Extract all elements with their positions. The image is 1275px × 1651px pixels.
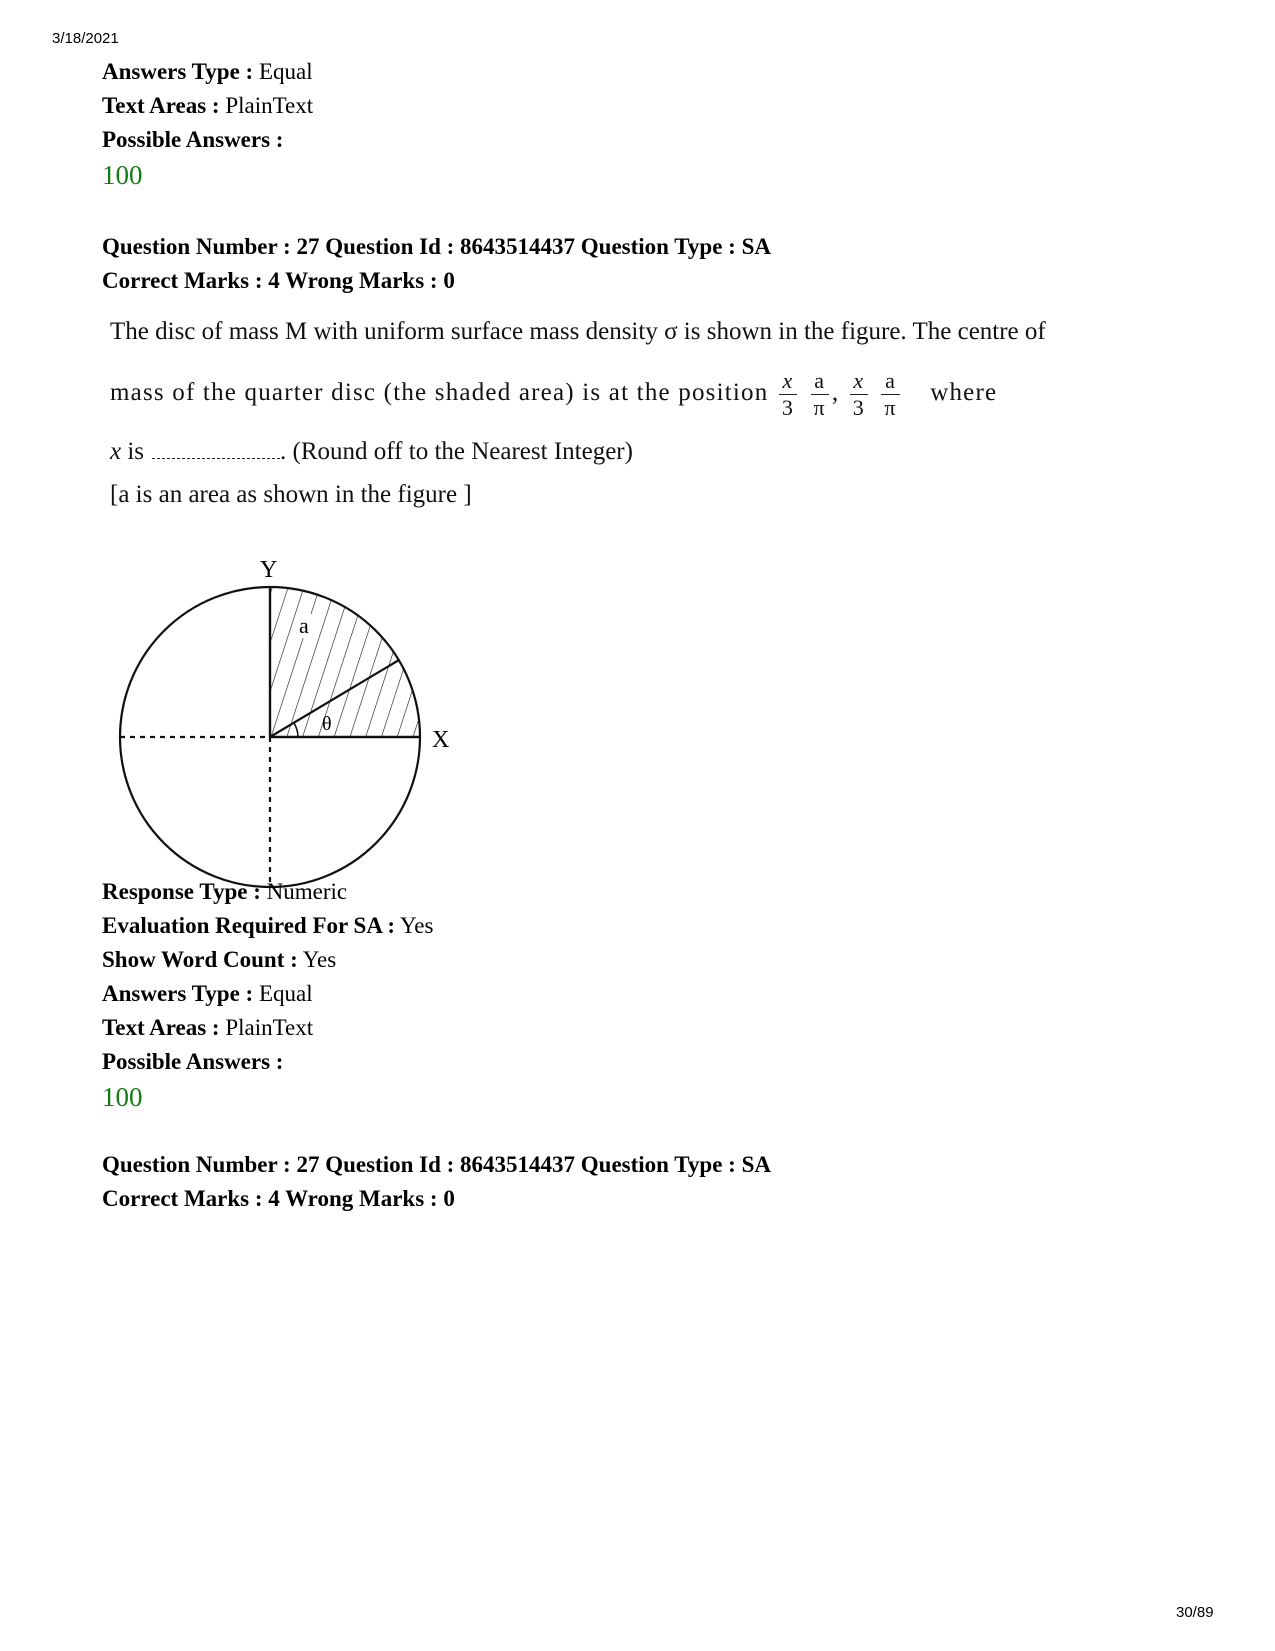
evaluation-label: Evaluation Required For SA :	[102, 913, 396, 938]
answers-type-row	[102, 977, 433, 1011]
answers-type-label: Answers Type :	[102, 59, 254, 84]
disc-figure	[110, 552, 470, 909]
question-text-line-1: The disc of mass M with uniform surface mass density σ is shown in the figure. The centre of	[110, 318, 1046, 345]
evaluation-value: Yes	[400, 913, 434, 938]
response-type-value: Numeric	[266, 879, 348, 904]
theta-label: θ	[322, 713, 332, 735]
question-text-line-2	[110, 368, 1190, 421]
page-number: 30/89	[1176, 1604, 1214, 1621]
fraction-numerator: a	[881, 368, 899, 395]
fraction-numerator: a	[811, 368, 829, 395]
possible-answers-label: Possible Answers :	[102, 127, 284, 152]
fraction-x-over-3	[850, 368, 868, 421]
response-meta	[102, 875, 433, 1115]
area-a-label: a	[299, 613, 309, 638]
question-marks-line: Correct Marks : 4 Wrong Marks : 0	[102, 268, 455, 293]
fraction-denominator: π	[813, 395, 826, 420]
next-question-number-line: Question Number : 27 Question Id : 8643514437 Question Type : SA	[102, 1152, 771, 1177]
text-areas-value: PlainText	[225, 93, 314, 118]
question-text-line-3	[110, 438, 633, 466]
text-areas-row	[102, 89, 313, 123]
previous-question-meta	[102, 55, 313, 193]
word-count-value: Yes	[302, 947, 337, 972]
fraction-numerator: x	[850, 368, 868, 395]
answers-type-label: Answers Type :	[102, 981, 254, 1006]
question-text-line-2-start: mass of the quarter disc (the shaded area) is at the position	[110, 379, 769, 407]
fraction-numerator: x	[779, 368, 797, 395]
possible-answers-row	[102, 1045, 433, 1079]
y-axis-label: Y	[260, 557, 278, 583]
text-areas-label: Text Areas :	[102, 1015, 220, 1040]
question-header	[102, 230, 771, 298]
question-text-line-3-end: . (Round off to the Nearest Integer)	[280, 438, 633, 465]
possible-answer-value: 100	[102, 160, 143, 190]
next-question-header	[102, 1148, 771, 1216]
next-question-marks-line: Correct Marks : 4 Wrong Marks : 0	[102, 1186, 455, 1211]
disc-figure-svg	[110, 552, 470, 904]
possible-answer-value: 100	[102, 1082, 143, 1112]
text-areas-row	[102, 1011, 433, 1045]
question-number-line: Question Number : 27 Question Id : 8643514437 Question Type : SA	[102, 234, 771, 259]
word-count-row	[102, 943, 433, 977]
possible-answers-row	[102, 123, 313, 157]
question-text-line-2-end: where	[930, 379, 998, 407]
text-areas-label: Text Areas :	[102, 93, 220, 118]
word-count-label: Show Word Count :	[102, 947, 298, 972]
question-text-line-4: [a is an area as shown in the figure ]	[110, 481, 472, 508]
answers-type-value: Equal	[258, 981, 313, 1006]
variable-x: x	[110, 438, 122, 465]
fraction-denominator: 3	[781, 395, 795, 420]
answers-type-value: Equal	[258, 59, 313, 84]
fraction-a-over-pi	[811, 368, 829, 421]
x-axis-label: X	[432, 727, 450, 753]
print-date: 3/18/2021	[52, 30, 119, 47]
text-areas-value: PlainText	[225, 1015, 314, 1040]
evaluation-row	[102, 909, 433, 943]
response-type-label: Response Type :	[102, 879, 261, 904]
answers-type-row	[102, 55, 313, 89]
response-type-row	[102, 875, 433, 909]
possible-answers-label: Possible Answers :	[102, 1049, 284, 1074]
fraction-a-over-pi	[881, 368, 899, 421]
word-is: is	[127, 438, 145, 465]
comma: ,	[831, 379, 840, 407]
fraction-denominator: π	[884, 395, 897, 420]
fraction-denominator: 3	[852, 395, 865, 420]
answer-blank	[152, 438, 280, 459]
fraction-x-over-3	[779, 368, 797, 421]
